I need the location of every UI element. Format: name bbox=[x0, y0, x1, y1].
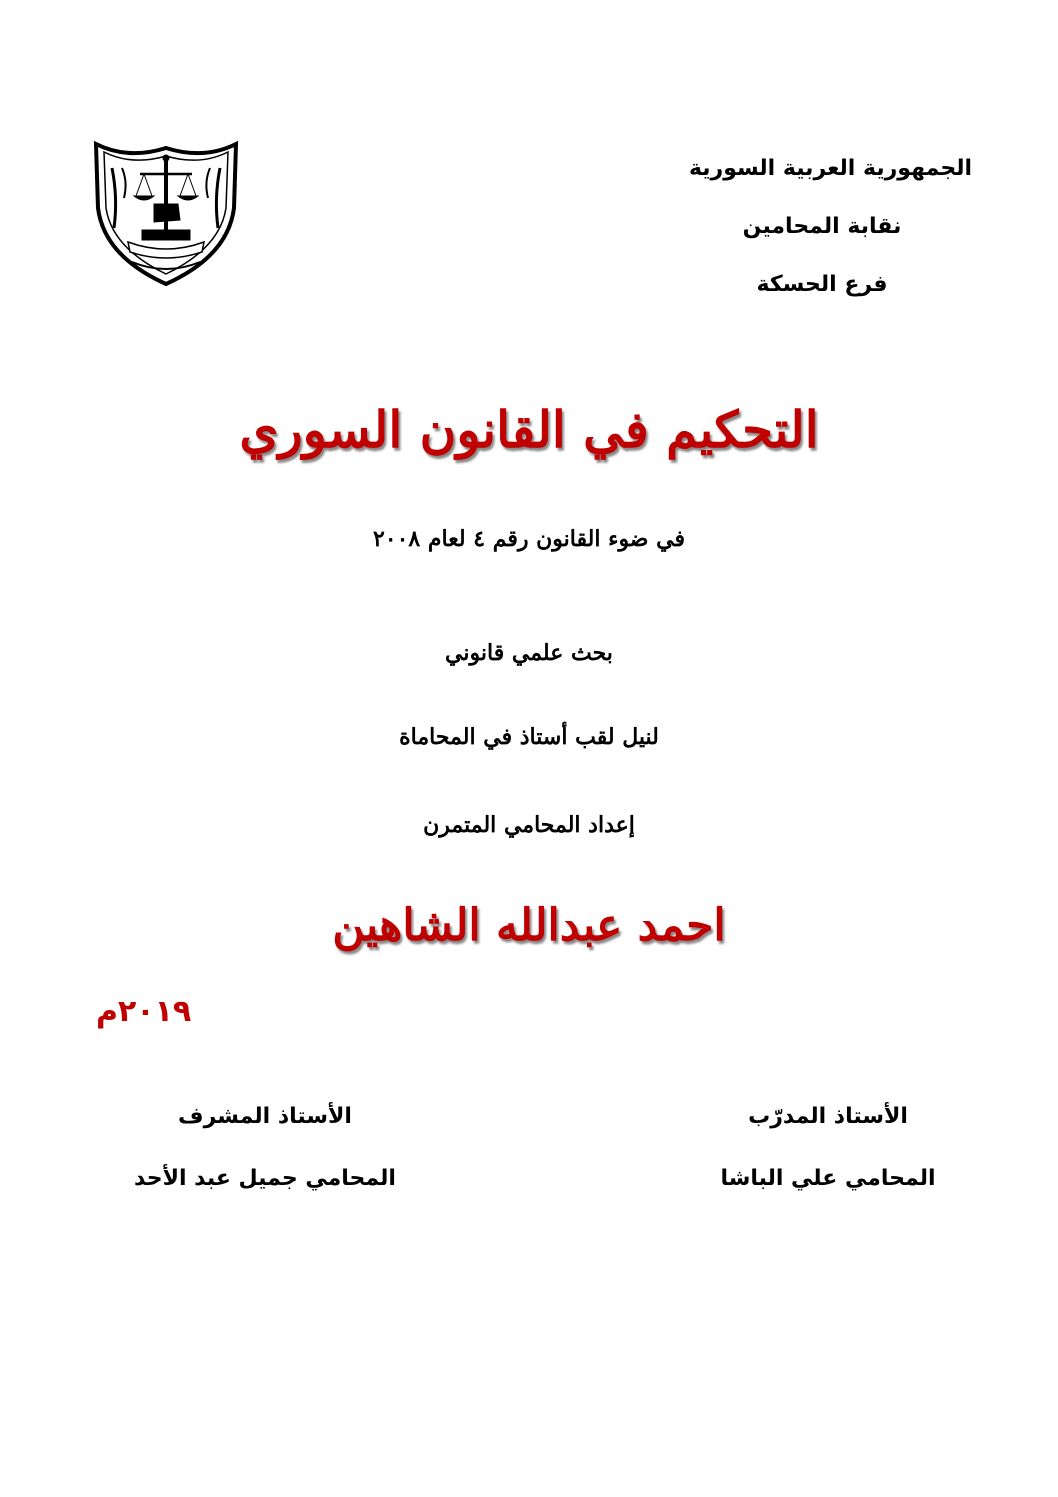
bar-association-emblem bbox=[88, 138, 244, 288]
country-name: الجمهورية العربية السورية bbox=[688, 156, 972, 181]
branch-name: فرع الحسكة bbox=[756, 272, 888, 297]
research-title: التحكيم في القانون السوري bbox=[239, 400, 819, 459]
research-type: بحث علمي قانوني bbox=[445, 640, 613, 666]
supervisor-name: المحامي جميل عبد الأحد bbox=[134, 1166, 396, 1191]
prepared-by-label: إعداد المحامي المتمرن bbox=[423, 812, 635, 838]
trainer-block bbox=[698, 1086, 958, 1210]
year-label: ٢٠١٩م bbox=[96, 994, 192, 1029]
institution-header bbox=[612, 140, 972, 314]
year-block bbox=[96, 994, 191, 1029]
research-subtitle: في ضوء القانون رقم ٤ لعام ٢٠٠٨ bbox=[372, 526, 686, 552]
bar-association-name: نقابة المحامين bbox=[742, 214, 902, 239]
author-name: احمد عبدالله الشاهين bbox=[332, 900, 726, 951]
trainer-label: الأستاذ المدرّب bbox=[748, 1104, 908, 1129]
degree-purpose: لنيل لقب أستاذ في المحاماة bbox=[399, 724, 659, 750]
supervisor-label: الأستاذ المشرف bbox=[178, 1104, 352, 1129]
trainer-name: المحامي علي الباشا bbox=[720, 1166, 936, 1191]
shield-emblem-icon bbox=[88, 138, 244, 288]
supervisor-block bbox=[110, 1086, 420, 1210]
